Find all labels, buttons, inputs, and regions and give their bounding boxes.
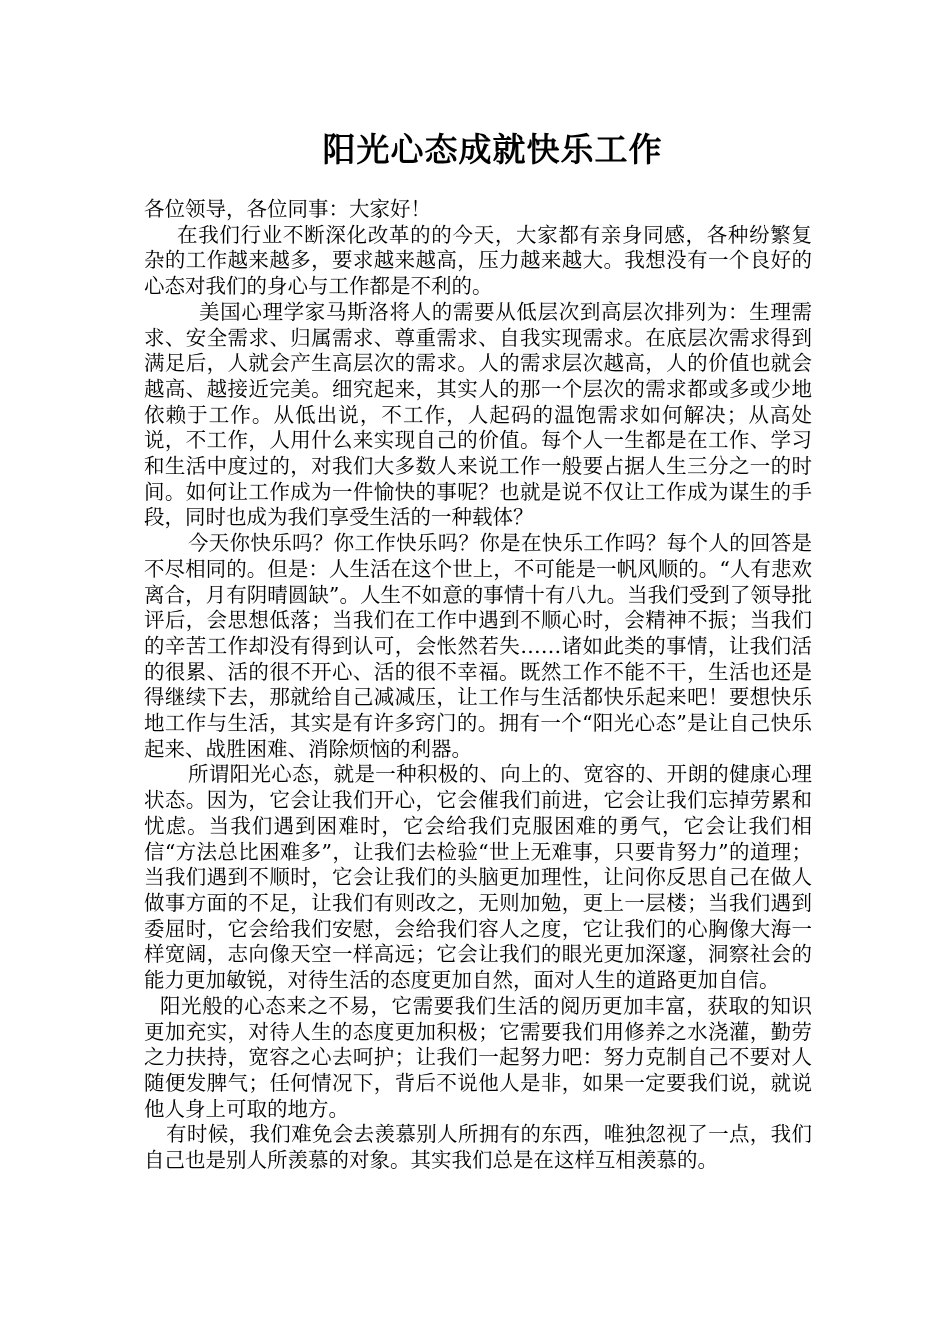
body-paragraph: 今天你快乐吗？你工作快乐吗？你是在快乐工作吗？每个人的回答是不尽相同的。但是：人生活在这个世上，不可能是一帆风顺的。“人有悲欢离合，月有阴晴圆缺”。人生不如意的事情十有八九。当我们受到了领导批评后，会思想低落；当我们在工作中遇到不顺心时，会精神不振；当我们的辛苦工作却没有得到认可，会怅然若失……诸如此类的事情，让我们活的很累、活的很不开心、活的很不幸福。既然工作不能不干，生活也还是得继续下去，那就给自己减减压，让工作与生活都快乐起来吧！要想快乐地工作与生活，其实是有许多窍门的。拥有一个“阳光心态”是让自己快乐起来、战胜困难、消除烦恼的利器。 [144, 531, 812, 761]
document-body [144, 197, 812, 1174]
body-paragraph: 阳光般的心态来之不易，它需要我们生活的阅历更加丰富，获取的知识更加充实，对待人生的态度更加积极；它需要我们用修养之水浇灌，勤劳之力扶持，宽容之心去呵护；让我们一起努力吧：努力克制自己不要对人随便发脾气；任何情况下，背后不说他人是非，如果一定要我们说，就说他人身上可取的地方。 [144, 993, 812, 1121]
body-paragraph: 美国心理学家马斯洛将人的需要从低层次到高层次排列为：生理需求、安全需求、归属需求、尊重需求、自我实现需求。在底层次需求得到满足后，人就会产生高层次的需求。人的需求层次越高，人的价值也就会越高、越接近完美。细究起来，其实人的那一个层次的需求都或多或少地依赖于工作。从低出说，不工作，人起码的温饱需求如何解决；从高处说，不工作，人用什么来实现自己的价值。每个人一生都是在工作、学习和生活中度过的，对我们大多数人来说工作一般要占据人生三分之一的时间。如何让工作成为一件愉快的事呢？也就是说不仅让工作成为谋生的手段，同时也成为我们享受生活的一种载体？ [144, 299, 812, 530]
body-paragraph: 在我们行业不断深化改革的的今天，大家都有亲身同感，各种纷繁复杂的工作越来越多，要求越来越高，压力越来越大。我想没有一个良好的心态对我们的身心与工作都是不利的。 [144, 222, 812, 299]
body-paragraph: 所谓阳光心态，就是一种积极的、向上的、宽容的、开朗的健康心理状态。因为，它会让我们开心，它会催我们前进，它会让我们忘掉劳累和忧虑。当我们遇到困难时，它会给我们克服困难的勇气，它会让我们相信“方法总比困难多”，让我们去检验“世上无难事，只要肯努力”的道理；当我们遇到不顺时，它会让我们的头脑更加理性，让问你反思自己在做人做事方面的不足，让我们有则改之，无则加勉，更上一层楼；当我们遇到委屈时，它会给我们安慰，会给我们容人之度，它让我们的心胸像大海一样宽阔，志向像天空一样高远；它会让我们的眼光更加深邃，洞察社会的能力更加敏锐，对待生活的态度更加自然，面对人生的道路更加自信。 [144, 762, 812, 993]
document-title: 阳光心态成就快乐工作 [322, 130, 663, 169]
body-paragraph: 有时候，我们难免会去羡慕别人所拥有的东西，唯独忽视了一点，我们自己也是别人所羡慕的对象。其实我们总是在这样互相羡慕的。 [144, 1122, 812, 1173]
greeting-paragraph: 各位领导，各位同事：大家好！ [144, 197, 431, 221]
